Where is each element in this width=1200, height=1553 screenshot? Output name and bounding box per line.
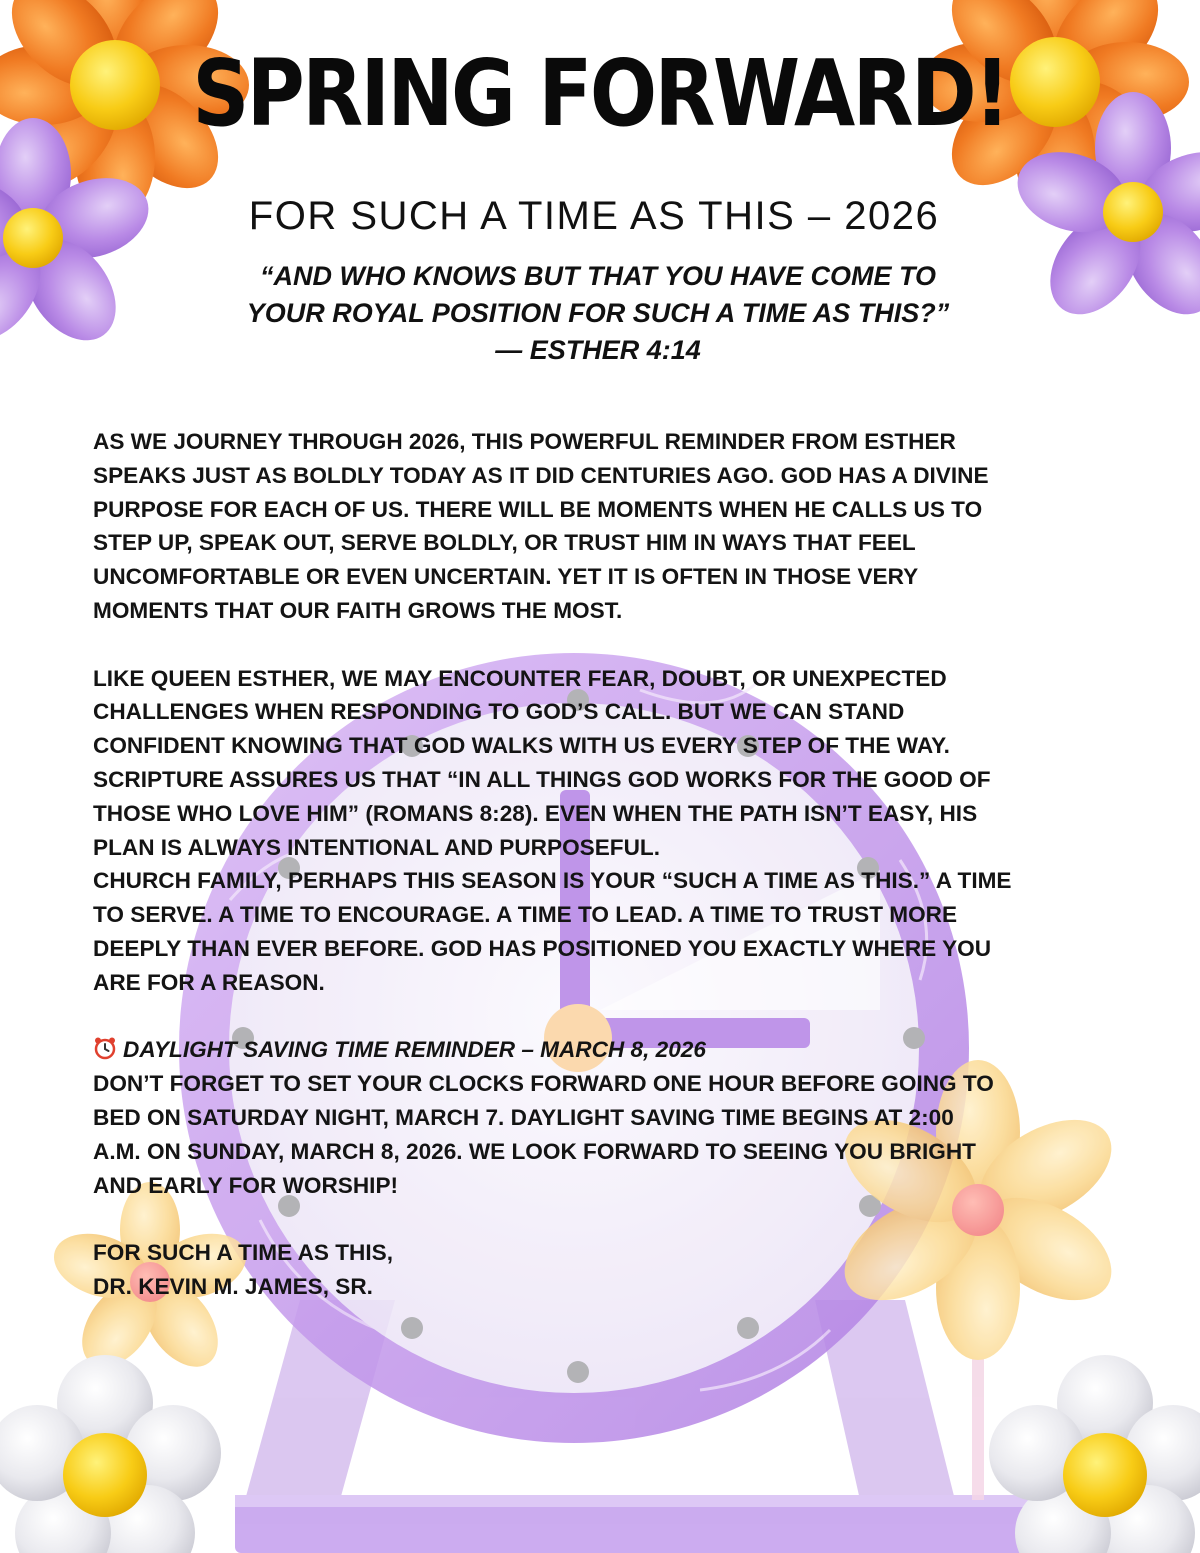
body-line: ARE FOR A REASON. <box>93 969 325 995</box>
alarm-clock-icon <box>93 1036 117 1060</box>
reminder-heading-text: DAYLIGHT SAVING TIME REMINDER – MARCH 8, 2026 <box>123 1037 706 1063</box>
body-line: CONFIDENT KNOWING THAT GOD WALKS WITH US EVERY STEP OF THE WAY. <box>93 733 950 759</box>
body-line: BED ON SATURDAY NIGHT, MARCH 7. DAYLIGHT SAVING TIME BEGINS AT 2:00 <box>93 1104 954 1130</box>
body-line: AS WE JOURNEY THROUGH 2026, THIS POWERFUL REMINDER FROM ESTHER <box>93 429 956 454</box>
page-title: SPRING FORWARD! <box>192 40 1008 147</box>
body-line: DEEPLY THAN EVER BEFORE. GOD HAS POSITIONED YOU EXACTLY WHERE YOU <box>93 935 992 961</box>
page-subtitle: FOR SUCH A TIME AS THIS – 2026 <box>248 194 940 238</box>
body-line: DON’T FORGET TO SET YOUR CLOCKS FORWARD ONE HOUR BEFORE GOING TO <box>93 1071 994 1097</box>
body-line: CHURCH FAMILY, PERHAPS THIS SEASON IS YOUR “SUCH A TIME AS THIS.” A TIME <box>93 868 1012 894</box>
reminder-heading <box>93 1033 1113 1067</box>
body-line: THOSE WHO LOVE HIM” (ROMANS 8:28). EVEN WHEN THE PATH ISN’T EASY, HIS <box>93 800 978 826</box>
body-line: STEP UP, SPEAK OUT, SERVE BOLDLY, OR TRUST HIM IN WAYS THAT FEEL <box>93 530 916 556</box>
body-line: TO SERVE. A TIME TO ENCOURAGE. A TIME TO LEAD. A TIME TO TRUST MORE <box>93 902 958 928</box>
body-line: A.M. ON SUNDAY, MARCH 8, 2026. WE LOOK FORWARD TO SEEING YOU BRIGHT <box>93 1138 976 1164</box>
letter-body <box>93 425 1113 1304</box>
body-line: SPEAKS JUST AS BOLDLY TODAY AS IT DID CENTURIES AGO. GOD HAS A DIVINE <box>93 462 989 488</box>
body-line: MOMENTS THAT OUR FAITH GROWS THE MOST. <box>93 597 623 623</box>
verse-citation: — ESTHER 4:14 <box>495 335 701 365</box>
body-line: AND EARLY FOR WORSHIP! <box>93 1172 399 1198</box>
body-line: LIKE QUEEN ESTHER, WE MAY ENCOUNTER FEAR, DOUBT, OR UNEXPECTED <box>93 665 947 691</box>
closing-line: FOR SUCH A TIME AS THIS, <box>93 1240 393 1266</box>
signature: DR. KEVIN M. JAMES, SR. <box>93 1273 373 1299</box>
scripture-quote <box>0 258 1196 369</box>
body-line: PLAN IS ALWAYS INTENTIONAL AND PURPOSEFUL. <box>93 834 660 860</box>
body-line: SCRIPTURE ASSURES US THAT “IN ALL THINGS GOD WORKS FOR THE GOOD OF <box>93 766 991 792</box>
verse-line: “AND WHO KNOWS BUT THAT YOU HAVE COME TO <box>260 261 936 291</box>
body-line: UNCOMFORTABLE OR EVEN UNCERTAIN. YET IT IS OFTEN IN THOSE VERY <box>93 564 919 590</box>
body-line: CHALLENGES WHEN RESPONDING TO GOD’S CALL. BUT WE CAN STAND <box>93 699 905 725</box>
verse-line: YOUR ROYAL POSITION FOR SUCH A TIME AS THIS?” <box>246 298 950 328</box>
body-line: PURPOSE FOR EACH OF US. THERE WILL BE MOMENTS WHEN HE CALLS US TO <box>93 496 983 522</box>
